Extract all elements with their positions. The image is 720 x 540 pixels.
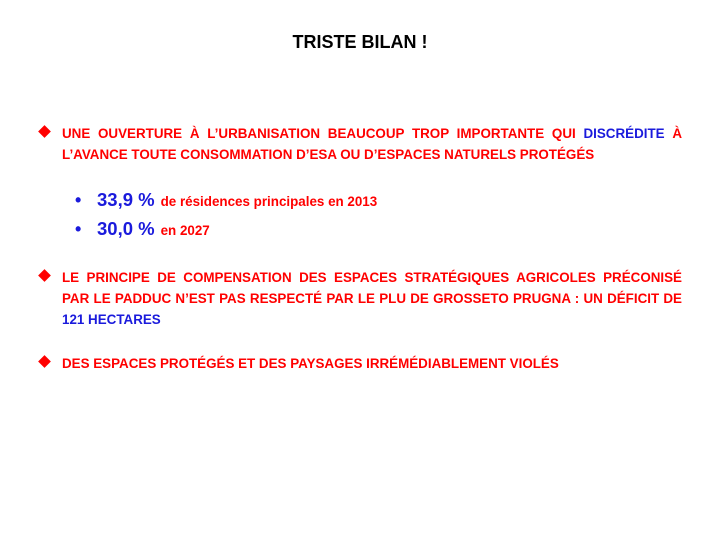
- bullet-text: [62, 353, 682, 374]
- bullet-highlight: DISCRÉDITE: [583, 126, 665, 141]
- sub-bullet-2013: [75, 189, 377, 218]
- bullet-compensation: [40, 267, 682, 330]
- dot-bullet-icon: •: [75, 190, 82, 210]
- bullet-text-part: LE PRINCIPE DE COMPENSATION DES ESPACES STRATÉGIQUES AGRICOLES PRÉCONISÉ PAR LE PADDUC N’EST PAS RESPECTÉ PAR LE PLU DE GROSSETO PRUGNA : UN DÉFICIT DE: [62, 270, 682, 306]
- dot-bullet-icon: •: [75, 219, 82, 239]
- bullet-text-part: À L’AVANCE TOUTE CONSOMMATION D’ESA OU D’ESPACES NATURELS PROTÉGÉS: [62, 126, 682, 162]
- sub-bullet-text: en 2027: [160, 223, 210, 238]
- bullet-urbanisation: [40, 123, 682, 165]
- percentage-value: 33,9 %: [97, 189, 155, 210]
- percentage-value: 30,0 %: [97, 218, 155, 239]
- bullet-paysages: [40, 353, 682, 374]
- bullet-text: [62, 123, 682, 165]
- diamond-bullet-icon: [38, 269, 51, 282]
- diamond-bullet-icon: [38, 125, 51, 138]
- sub-bullet-2027: [75, 218, 377, 247]
- diamond-bullet-icon: [38, 355, 51, 368]
- sub-bullet-text: de résidences principales en 2013: [160, 194, 378, 209]
- sub-bullet-list: [75, 189, 377, 247]
- bullet-text-part: UNE OUVERTURE À L’URBANISATION BEAUCOUP TROP IMPORTANTE QUI: [62, 126, 584, 141]
- slide-title: TRISTE BILAN !: [292, 32, 428, 52]
- bullet-text: [62, 267, 682, 330]
- bullet-text-part: DES ESPACES PROTÉGÉS ET DES PAYSAGES IRRÉMÉDIABLEMENT VIOLÉS: [62, 356, 559, 371]
- bullet-highlight: 121 HECTARES: [62, 312, 161, 327]
